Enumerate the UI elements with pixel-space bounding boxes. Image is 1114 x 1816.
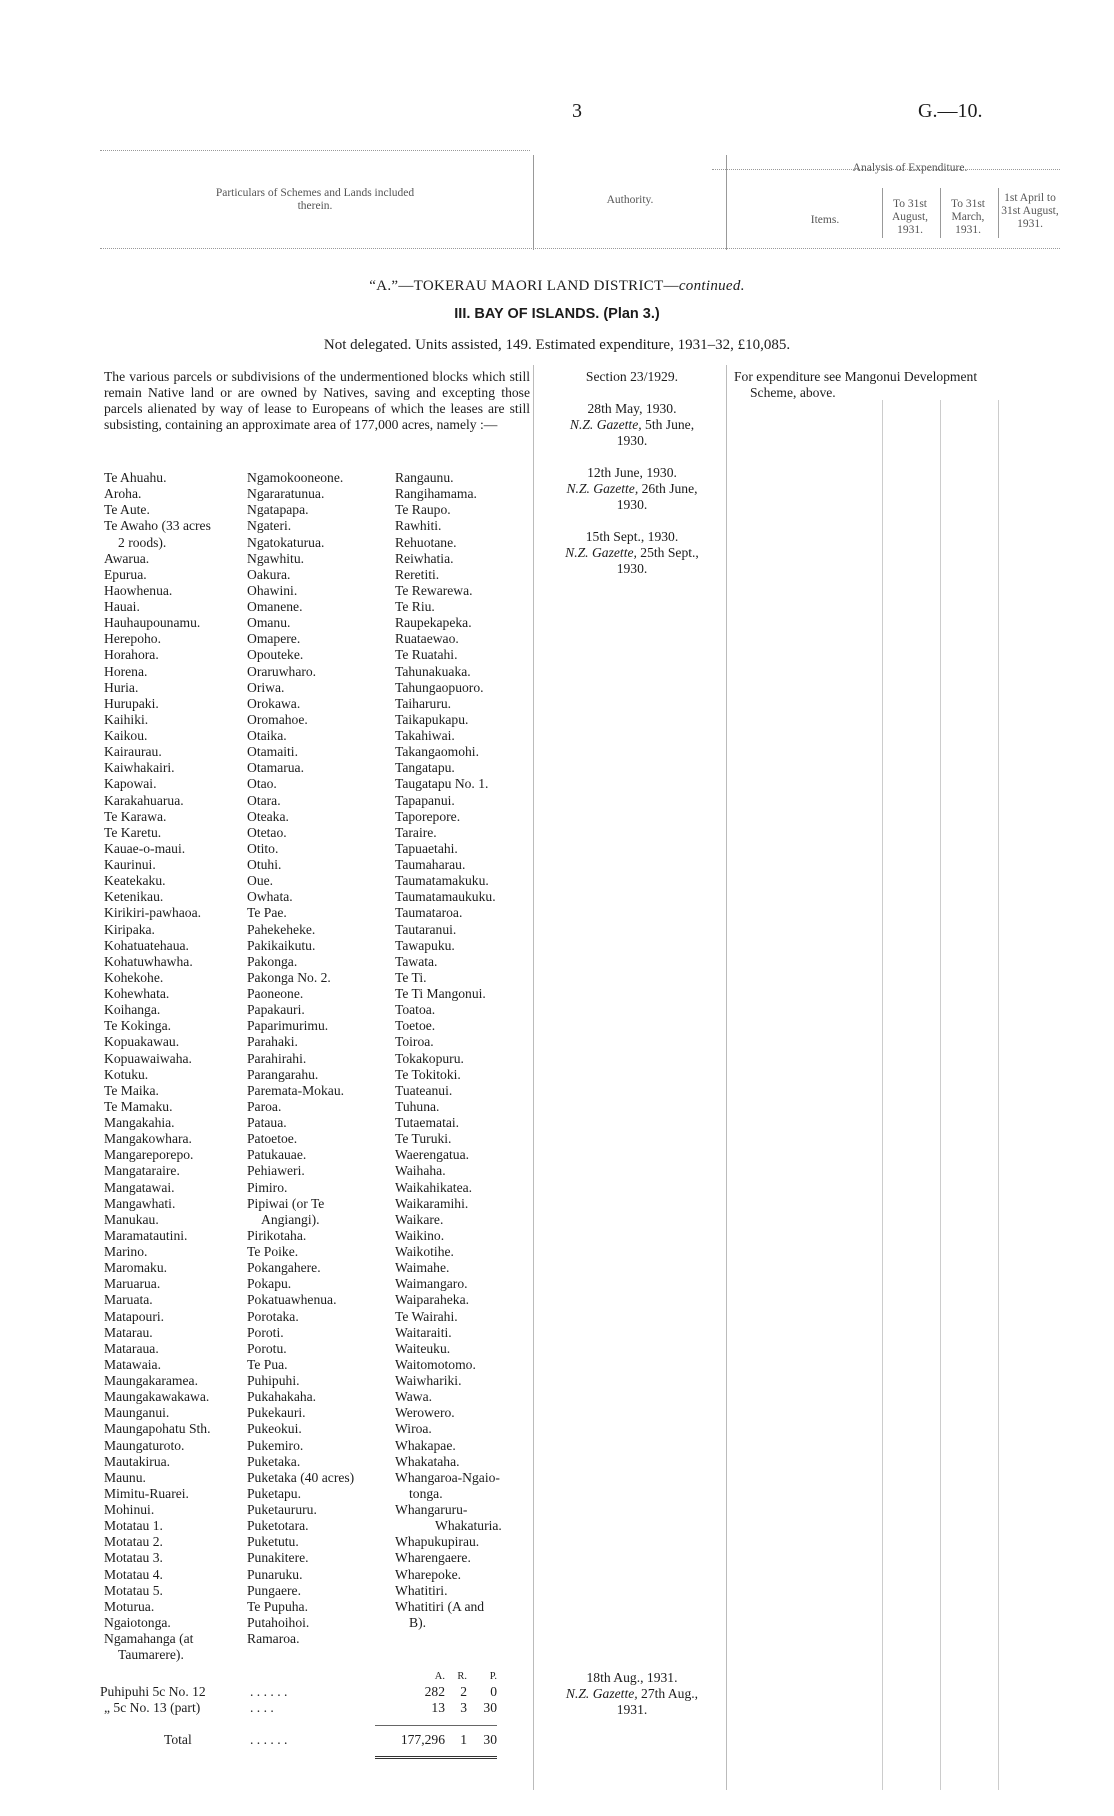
body-divider-1 bbox=[533, 365, 534, 1790]
block-name: Te Kokinga. bbox=[104, 1018, 171, 1034]
block-name: Waerengatua. bbox=[395, 1147, 470, 1163]
area-row bbox=[100, 1684, 497, 1700]
area-row-roods: 2 bbox=[460, 1684, 467, 1699]
header-period-2: To 31st March, 1931. bbox=[950, 198, 986, 236]
block-name: Pokapu. bbox=[247, 1276, 292, 1292]
block-name: Matapouri. bbox=[104, 1308, 165, 1324]
area-total-perches: 30 bbox=[483, 1732, 497, 1747]
block-name: Ngatokaturua. bbox=[247, 534, 325, 550]
area-row-dots: . . . . bbox=[250, 1700, 274, 1715]
area-row-label: „ 5c No. 13 (part) bbox=[104, 1700, 201, 1715]
block-name: Whangaruru- bbox=[395, 1502, 468, 1517]
block-name: Werowero. bbox=[395, 1405, 455, 1421]
block-name: Te Karetu. bbox=[104, 824, 162, 840]
block-name: Whangaroa-Ngaio- bbox=[395, 1469, 500, 1485]
block-name: Pungaere. bbox=[247, 1582, 301, 1598]
block-name: Maungakaramea. bbox=[104, 1373, 198, 1388]
block-name: Puketotara. bbox=[247, 1518, 309, 1534]
block-name: Ngatapapa. bbox=[247, 502, 309, 518]
area-header-acres: A. bbox=[434, 1670, 445, 1682]
block-name: Epurua. bbox=[104, 566, 147, 582]
block-name: Ngateri. bbox=[247, 518, 292, 534]
block-name: Kapowai. bbox=[104, 776, 157, 792]
area-rule-row bbox=[100, 1716, 497, 1732]
block-name: Otara. bbox=[247, 792, 281, 808]
block-name: Toatoa. bbox=[395, 1002, 436, 1018]
body-divider-2 bbox=[726, 365, 727, 1790]
block-name: Koihanga. bbox=[104, 1002, 161, 1018]
block-name: Pakonga. bbox=[247, 953, 298, 969]
block-name: Oteaka. bbox=[247, 808, 289, 824]
block-name: Papakauri. bbox=[247, 1002, 305, 1018]
section-title: III. BAY OF ISLANDS. (Plan 3.) bbox=[454, 306, 660, 322]
block-name: Ramaroa. bbox=[247, 1631, 300, 1646]
block-name: Mangatawai. bbox=[104, 1179, 175, 1195]
block-name: Te Pupuha. bbox=[247, 1598, 308, 1614]
block-name: Waikotihe. bbox=[395, 1244, 454, 1259]
block-name: Kiripaka. bbox=[104, 921, 155, 937]
document-reference: G.—10. bbox=[918, 100, 983, 122]
block-name: Hurupaki. bbox=[104, 695, 159, 711]
block-name: Maungapohatu Sth. bbox=[104, 1421, 211, 1437]
block-name: Kirikiri-pawhaoa. bbox=[104, 905, 202, 921]
block-name: Puketaka. bbox=[247, 1453, 301, 1469]
block-name: Patoetoe. bbox=[247, 1131, 298, 1147]
block-name: Waimahe. bbox=[395, 1260, 450, 1276]
block-name: Toetoe. bbox=[395, 1018, 436, 1034]
block-name: Otetao. bbox=[247, 824, 287, 840]
block-name: Raupekapeka. bbox=[395, 615, 472, 631]
blocks-column-1 bbox=[104, 470, 244, 1663]
block-name: Porotaka. bbox=[247, 1308, 299, 1324]
block-name: Herepoho. bbox=[104, 631, 161, 647]
block-name: Otito. bbox=[247, 840, 279, 856]
block-name: Pehiaweri. bbox=[247, 1163, 305, 1179]
body-divider-4 bbox=[940, 400, 941, 1790]
block-name: Wiroa. bbox=[395, 1421, 432, 1437]
block-name: Kotuku. bbox=[104, 1066, 149, 1082]
block-name: Kopuawaiwaha. bbox=[104, 1050, 192, 1066]
block-name: Puhipuhi. bbox=[247, 1373, 300, 1388]
block-name: Maunu. bbox=[104, 1469, 146, 1485]
block-name: Tapuaetahi. bbox=[395, 840, 458, 856]
block-name: Moturua. bbox=[104, 1598, 155, 1614]
block-name: Orokawa. bbox=[247, 695, 301, 711]
block-name: Kauae-o-maui. bbox=[104, 840, 186, 856]
block-name: Pakikaikutu. bbox=[247, 937, 316, 953]
block-name: Whakapae. bbox=[395, 1437, 456, 1453]
block-name: Otuhi. bbox=[247, 857, 282, 872]
block-name: Whatitiri. bbox=[395, 1582, 448, 1598]
block-name: Ngawhitu. bbox=[247, 550, 305, 566]
area-total-acres: 177,296 bbox=[400, 1732, 445, 1747]
block-name: Wawa. bbox=[395, 1389, 433, 1405]
block-name: Pirikotaha. bbox=[247, 1227, 307, 1243]
block-name: Rangihamama. bbox=[395, 486, 477, 502]
block-name: Owhata. bbox=[247, 889, 293, 905]
block-name: Puketaka (40 acres) bbox=[247, 1469, 355, 1485]
block-name: Mimitu-Ruarei. bbox=[104, 1485, 189, 1501]
header-divider-2 bbox=[726, 155, 727, 250]
block-name: Takangaomohi. bbox=[395, 744, 479, 760]
block-name: Te Mamaku. bbox=[104, 1098, 173, 1114]
area-header-row bbox=[100, 1668, 497, 1684]
block-name: Paparimurimu. bbox=[247, 1018, 329, 1034]
block-name: Tuhuna. bbox=[395, 1098, 440, 1114]
block-name: Oakura. bbox=[247, 566, 291, 582]
block-name: Karakahuarua. bbox=[104, 792, 184, 808]
block-name: Parangarahu. bbox=[247, 1066, 319, 1082]
block-name: Oraruwharo. bbox=[247, 663, 317, 679]
block-name: Omanu. bbox=[247, 615, 291, 631]
authority-entry-3: 12th June, 1930. N.Z. Gazette, 26th June, 1930. bbox=[566, 465, 698, 512]
block-name: Rawhiti. bbox=[395, 518, 442, 534]
block-name: Kohewhata. bbox=[104, 986, 170, 1001]
authority-entry-1: Section 23/1929. bbox=[585, 369, 679, 384]
block-name: Te Tokitoki. bbox=[395, 1066, 461, 1082]
area-header-roods: R. bbox=[457, 1670, 467, 1682]
block-name: Te Wairahi. bbox=[395, 1308, 458, 1324]
block-name: Kairaurau. bbox=[104, 744, 162, 760]
block-name: Motatau 4. bbox=[104, 1566, 163, 1582]
block-name: Pataua. bbox=[247, 1115, 287, 1130]
block-name: Taumatamakuku. bbox=[395, 873, 489, 889]
block-name: Tokakopuru. bbox=[395, 1050, 464, 1066]
block-name: Pahekeheke. bbox=[247, 921, 316, 937]
block-name: Te Awaho (33 acres bbox=[104, 518, 211, 534]
block-name: Puketutu. bbox=[247, 1534, 299, 1550]
authority-entry-2: 28th May, 1930. N.Z. Gazette, 5th June, 1930. bbox=[569, 401, 695, 448]
block-name: Kohatuatehaua. bbox=[104, 937, 189, 953]
block-name: Tawata. bbox=[395, 953, 438, 969]
authority-entry-5: 18th Aug., 1931. N.Z. Gazette, 27th Aug., 1931. bbox=[565, 1670, 699, 1717]
block-name: Mohinui. bbox=[104, 1502, 155, 1517]
particulars-intro: The various parcels or subdivisions of the undermentioned blocks which still remain Native land or are owned by Natives, saving and excepting those parcels alienated by way of lease to Europeans of which the leases are still subsisting, containing an approximate area of 177,000 acres, namely :— bbox=[104, 369, 530, 432]
block-name: Te Maika. bbox=[104, 1082, 159, 1098]
block-name: Tutaematai. bbox=[395, 1115, 460, 1130]
block-name: Angiangi). bbox=[261, 1211, 320, 1227]
header-divider-5 bbox=[998, 188, 999, 238]
header-analysis: Analysis of Expenditure. bbox=[852, 162, 968, 174]
block-name: Matawaia. bbox=[104, 1356, 161, 1372]
area-row-acres: 13 bbox=[431, 1700, 445, 1715]
block-name: Waimangaro. bbox=[395, 1276, 468, 1292]
block-name: Waihaha. bbox=[395, 1163, 446, 1179]
block-name: Maunganui. bbox=[104, 1405, 170, 1421]
header-divider-1 bbox=[533, 155, 534, 250]
block-name: Kaurinui. bbox=[104, 857, 156, 872]
header-period-3: 1st April to 31st August, 1931. bbox=[1001, 192, 1059, 230]
block-name: Kaihiki. bbox=[104, 711, 149, 727]
block-name: Maruarua. bbox=[104, 1276, 161, 1292]
block-name: Ngamahanga (at bbox=[104, 1631, 194, 1646]
block-name: Whapukupirau. bbox=[395, 1534, 480, 1550]
block-name: Taugatapu No. 1. bbox=[395, 776, 489, 792]
block-name: Motatau 2. bbox=[104, 1534, 163, 1550]
block-name: Omapere. bbox=[247, 631, 301, 647]
block-name: Oromahoe. bbox=[247, 711, 308, 727]
block-name: Otao. bbox=[247, 776, 277, 792]
block-name: Ngaiotonga. bbox=[104, 1614, 171, 1630]
block-name: Tuateanui. bbox=[395, 1082, 453, 1098]
block-name: Waiwhariki. bbox=[395, 1373, 462, 1388]
block-name: Te Karawa. bbox=[104, 808, 167, 824]
block-name: Kohekohe. bbox=[104, 969, 164, 985]
block-name: Pukemiro. bbox=[247, 1437, 304, 1453]
header-divider-3 bbox=[882, 188, 883, 238]
block-name: Puketapu. bbox=[247, 1485, 301, 1501]
block-name: Paoneone. bbox=[247, 986, 304, 1001]
section-summary: Not delegated. Units assisted, 149. Estimated expenditure, 1931–32, £10,085. bbox=[323, 337, 791, 353]
block-name: Motatau 3. bbox=[104, 1550, 163, 1566]
block-name: Opouteke. bbox=[247, 647, 304, 663]
block-name: Taumaharau. bbox=[395, 857, 466, 872]
block-name: Kaikou. bbox=[104, 728, 148, 743]
block-name: Oue. bbox=[247, 873, 274, 889]
block-name: Mangareporepo. bbox=[104, 1147, 194, 1163]
body-divider-5 bbox=[998, 400, 999, 1790]
block-name: Aroha. bbox=[104, 486, 142, 502]
area-header-perches: P. bbox=[489, 1670, 497, 1682]
block-name: Maramatautini. bbox=[104, 1227, 188, 1243]
area-row-perches: 0 bbox=[490, 1684, 497, 1699]
block-name: Whakataha. bbox=[395, 1453, 460, 1469]
block-name: Waitomotomo. bbox=[395, 1356, 476, 1372]
block-name: Kaiwhakairi. bbox=[104, 760, 175, 776]
block-name: Ruataewao. bbox=[395, 631, 459, 647]
block-name: Mangataraire. bbox=[104, 1163, 180, 1179]
block-name: Hauhaupounamu. bbox=[104, 615, 201, 631]
block-name: Toiroa. bbox=[395, 1034, 434, 1050]
block-name: Maungakawakawa. bbox=[104, 1389, 210, 1405]
block-name: Rangaunu. bbox=[395, 470, 454, 485]
block-name: Waikino. bbox=[395, 1227, 445, 1243]
block-name: Maromaku. bbox=[104, 1260, 168, 1276]
body-divider-3 bbox=[882, 400, 883, 1790]
block-name: Ohawini. bbox=[247, 582, 298, 598]
expenditure-remark: For expenditure see Mangonui Development Scheme, above. bbox=[734, 369, 978, 400]
area-row-perches: 30 bbox=[483, 1700, 497, 1715]
block-name: Huria. bbox=[104, 679, 139, 695]
block-name: Takahiwai. bbox=[395, 728, 455, 743]
block-name: Waiteuku. bbox=[395, 1340, 451, 1356]
block-name: Wharengaere. bbox=[395, 1550, 471, 1566]
block-name: Hauai. bbox=[104, 599, 140, 614]
header-bottom-rule bbox=[100, 248, 1060, 249]
block-name: Te Poike. bbox=[247, 1244, 299, 1259]
block-name: Marino. bbox=[104, 1244, 148, 1259]
block-name: Ketenikau. bbox=[104, 889, 164, 905]
block-name: Kohatuwhawha. bbox=[104, 953, 193, 969]
block-name: Pokangahere. bbox=[247, 1260, 321, 1276]
block-name: Wharepoke. bbox=[395, 1566, 462, 1582]
block-name: Te Ruatahi. bbox=[395, 647, 458, 663]
block-name: Taraire. bbox=[395, 824, 437, 840]
block-name: Whatitiri (A and bbox=[395, 1598, 485, 1614]
area-total-label: Total bbox=[164, 1732, 192, 1747]
block-name: Pukekauri. bbox=[247, 1405, 306, 1421]
block-name: Taiharuru. bbox=[395, 695, 452, 711]
block-name: Otaika. bbox=[247, 728, 287, 743]
area-row bbox=[100, 1700, 497, 1716]
block-name: Punaruku. bbox=[247, 1566, 303, 1582]
block-name: Otamaiti. bbox=[247, 744, 298, 760]
block-name: Ngamokooneone. bbox=[247, 470, 344, 485]
authority-entry-4: 15th Sept., 1930. N.Z. Gazette, 25th Sept., 1930. bbox=[565, 529, 699, 576]
area-row-dots: . . . . . . bbox=[250, 1684, 288, 1699]
block-name: Tahungaopuoro. bbox=[395, 679, 484, 695]
district-heading: “A.”—TOKERAU MAORI LAND DISTRICT—continued. bbox=[369, 278, 745, 294]
block-name: Omanene. bbox=[247, 599, 303, 614]
block-name: Maungaturoto. bbox=[104, 1437, 185, 1453]
area-row-label: Puhipuhi 5c No. 12 bbox=[100, 1684, 206, 1699]
block-name: Tautaranui. bbox=[395, 921, 457, 937]
block-name: Rehuotane. bbox=[395, 534, 457, 550]
block-name: Taikapukapu. bbox=[395, 711, 469, 727]
block-name: Porotu. bbox=[247, 1340, 287, 1356]
area-table bbox=[100, 1668, 497, 1764]
block-name: 2 roods). bbox=[118, 534, 167, 550]
block-name: Pakonga No. 2. bbox=[247, 969, 331, 985]
block-name: Te Ahuahu. bbox=[104, 470, 167, 485]
block-name: Taporepore. bbox=[395, 808, 461, 824]
block-name: B). bbox=[409, 1614, 426, 1630]
block-name: Parahaki. bbox=[247, 1034, 298, 1050]
block-name: Te Rewarewa. bbox=[395, 582, 473, 598]
block-name: Motatau 1. bbox=[104, 1518, 163, 1534]
block-name: Taumataroa. bbox=[395, 905, 463, 921]
block-name: Pukahakaha. bbox=[247, 1389, 317, 1405]
block-name: Mangakahia. bbox=[104, 1115, 175, 1130]
block-name: Ngararatunua. bbox=[247, 486, 325, 502]
block-name: Tapapanui. bbox=[395, 792, 455, 808]
block-name: Waikahikatea. bbox=[395, 1179, 473, 1195]
header-divider-4 bbox=[940, 188, 941, 238]
block-name: Te Ti Mangonui. bbox=[395, 986, 486, 1001]
block-name: Te Aute. bbox=[104, 502, 150, 518]
block-name: Manukau. bbox=[104, 1211, 159, 1227]
block-name: Mataraua. bbox=[104, 1340, 159, 1356]
block-name: Waikare. bbox=[395, 1211, 444, 1227]
header-items: Items. bbox=[810, 214, 840, 226]
block-name: Mangakowhara. bbox=[104, 1131, 192, 1147]
block-name: Awarua. bbox=[104, 550, 150, 566]
page-number: 3 bbox=[572, 100, 582, 122]
block-name: Te Pae. bbox=[247, 905, 287, 921]
block-name: Te Raupo. bbox=[395, 502, 451, 518]
block-name: Punakitere. bbox=[247, 1550, 309, 1566]
block-name: Kopuakawau. bbox=[104, 1034, 180, 1050]
block-name: Paroa. bbox=[247, 1098, 282, 1114]
block-name: Reiwhatia. bbox=[395, 550, 454, 566]
header-period-1: To 31st August, 1931. bbox=[891, 198, 929, 236]
block-name: Horena. bbox=[104, 663, 148, 679]
blocks-column-2 bbox=[247, 470, 387, 1647]
header-particulars: Particulars of Schemes and Lands included therein. bbox=[215, 187, 415, 212]
block-name: Pukeokui. bbox=[247, 1421, 302, 1437]
block-name: Haowhenua. bbox=[104, 582, 173, 598]
block-name: Paremata-Mokau. bbox=[247, 1082, 345, 1098]
block-name: Pimiro. bbox=[247, 1179, 288, 1195]
total-double-rule bbox=[375, 1756, 497, 1759]
blocks-column-3 bbox=[395, 470, 535, 1631]
area-row-roods: 3 bbox=[460, 1700, 467, 1715]
block-name: Whakaturia. bbox=[435, 1518, 502, 1534]
block-name: Te Turuki. bbox=[395, 1131, 452, 1147]
area-total-roods: 1 bbox=[460, 1732, 467, 1747]
block-name: Matarau. bbox=[104, 1324, 153, 1340]
block-name: Maruata. bbox=[104, 1292, 153, 1308]
header-top-rule-left bbox=[100, 150, 530, 151]
block-name: Waiparaheka. bbox=[395, 1292, 470, 1308]
block-name: Keatekaku. bbox=[104, 873, 166, 889]
block-name: Mautakirua. bbox=[104, 1453, 171, 1469]
area-double-rule-row bbox=[100, 1748, 497, 1764]
block-name: Putahoihoi. bbox=[247, 1614, 310, 1630]
block-name: Reretiti. bbox=[395, 566, 440, 582]
area-total-row bbox=[100, 1732, 497, 1748]
block-name: Mangawhati. bbox=[104, 1195, 176, 1211]
block-name: Poroti. bbox=[247, 1324, 284, 1340]
block-name: Horahora. bbox=[104, 647, 159, 663]
block-name: Motatau 5. bbox=[104, 1582, 163, 1598]
area-total-dots: . . . . . . bbox=[250, 1732, 288, 1747]
block-name: Taumatamaukuku. bbox=[395, 889, 496, 905]
block-name: Otamarua. bbox=[247, 760, 304, 776]
block-name: Patukauae. bbox=[247, 1147, 307, 1163]
block-name: Te Ti. bbox=[395, 969, 427, 985]
block-name: Parahirahi. bbox=[247, 1050, 307, 1066]
block-name: Waikaramihi. bbox=[395, 1195, 469, 1211]
header-authority: Authority. bbox=[606, 194, 654, 206]
block-name: Tangatapu. bbox=[395, 760, 455, 776]
block-name: Tawapuku. bbox=[395, 937, 455, 953]
block-name: Pokatuawhenua. bbox=[247, 1292, 337, 1308]
block-name: Pipiwai (or Te bbox=[247, 1195, 325, 1211]
block-name: Waitaraiti. bbox=[395, 1324, 452, 1340]
subtotal-rule bbox=[375, 1725, 497, 1726]
area-row-acres: 282 bbox=[424, 1684, 445, 1699]
block-name: Te Pua. bbox=[247, 1356, 288, 1372]
block-name: Te Riu. bbox=[395, 599, 435, 614]
block-name: Oriwa. bbox=[247, 679, 285, 695]
block-name: tonga. bbox=[409, 1485, 443, 1501]
block-name: Tahunakuaka. bbox=[395, 663, 471, 679]
block-name: Taumarere). bbox=[118, 1647, 184, 1663]
block-name: Puketaururu. bbox=[247, 1502, 317, 1517]
